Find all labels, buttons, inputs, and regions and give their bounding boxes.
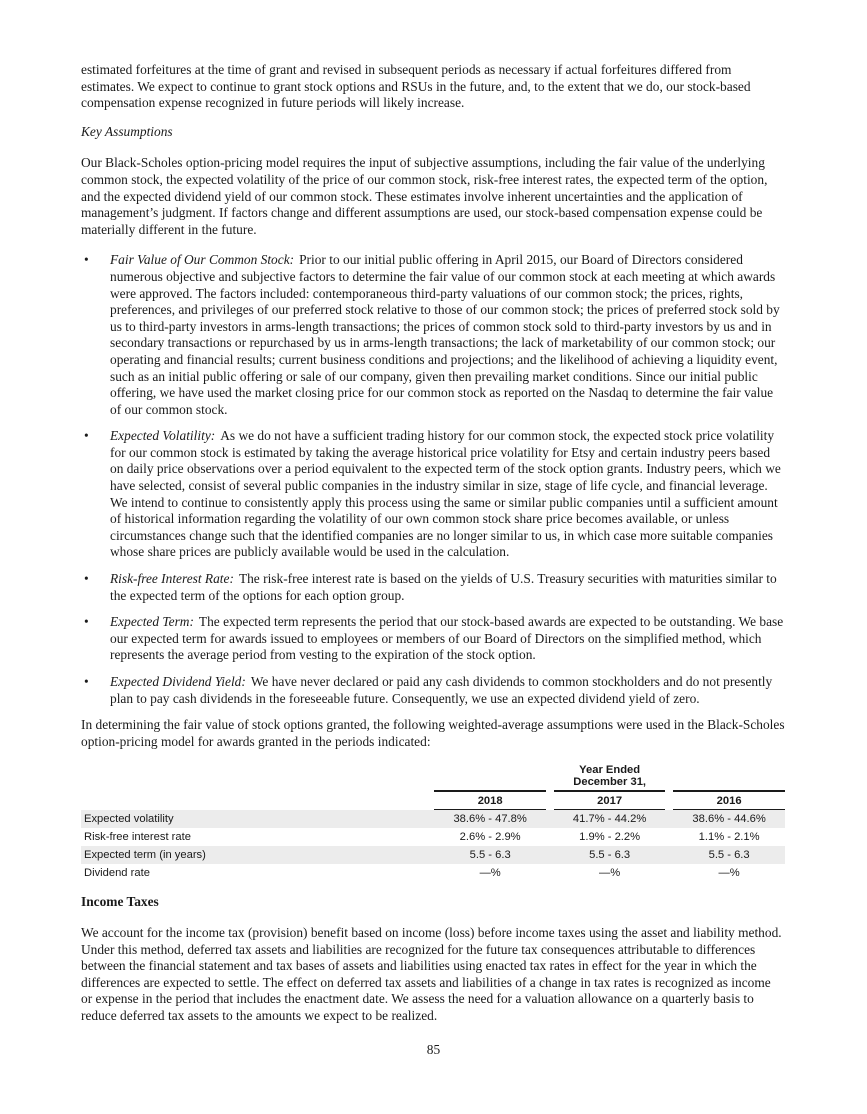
period-header-line2: December 31,	[573, 776, 647, 789]
row-label: Expected term (in years)	[81, 846, 434, 864]
assumptions-table	[81, 760, 785, 882]
bullet-expected-volatility	[81, 428, 785, 561]
year-header-2018: 2018	[434, 791, 546, 810]
cell-value: 41.7% - 44.2%	[554, 810, 666, 829]
bullet-icon: •	[84, 674, 89, 689]
bullet-lead: Expected Term:	[110, 614, 194, 630]
bullet-text: As we do not have a sufficient trading history for our common stock, the expected stock price volatility for our common stock is estimated by taking the average historical price volatility for Etsy and certain industry peers based on daily price observations over a period equivalent to the expected term of the stock option grants. Industry peers, which we have selected, consist of several public companies in the industry similar in size, stage of life cycle, and financial leverage. We intend to continue to consistently apply this process using the same or similar public companies until a sufficient amount of historical information regarding the volatility of our own common stock share price becomes available, or unless circumstances change such that the identified companies are no longer similar to us, in which case more suitable companies whose share prices are publicly available would be used in the calculation.	[110, 428, 781, 560]
bullet-risk-free-rate	[81, 571, 785, 604]
row-label: Dividend rate	[84, 867, 150, 880]
page-number: 85	[426, 1042, 441, 1057]
income-taxes-heading: Income Taxes	[81, 894, 159, 910]
bullet-text: We have never declared or paid any cash dividends to common stockholders and do not presently plan to pay cash dividends in the foreseeable future. Consequently, we use an expected dividend yield of zero.	[110, 674, 773, 706]
bullet-text: The risk-free interest rate is based on the yields of U.S. Treasury securities with maturities similar to the expected term of the options for each option group.	[110, 571, 777, 603]
bullet-lead: Risk-free Interest Rate:	[110, 571, 234, 587]
cell-value: 38.6% - 44.6%	[673, 810, 785, 829]
year-header-2017: 2017	[554, 791, 666, 810]
row-label: Risk-free interest rate	[84, 831, 191, 844]
bullet-text: Prior to our initial public offering in April 2015, our Board of Directors considered numerous objective and subjective factors to determine the fair value of our common stock at each meeting at which awards were approved. The factors included: contemporaneous third-party valuations of our common stock; the prices, rights, preferences, and privileges of our preferred stock relative to those of our common stock; the prices of preferred stock sold by us to third-party investors in arms-length transactions; the prices of common stock sold to third-party investors by us and in secondary transactions or repurchased by us in arms-length transactions; the lack of marketability of our common stock; our operating and financial results; current business conditions and projections; and the likelihood of achieving a liquidity event, such as an initial public offering or sale of our company, given then prevailing market conditions. Since our initial public offering, we have used the market closing price for our common stock as reported on the Nasdaq to determine the fair value of our common stock.	[110, 252, 780, 417]
table-row	[81, 828, 785, 846]
row-label: Expected volatility	[81, 810, 434, 829]
bullet-expected-term	[81, 614, 785, 664]
bullet-lead: Expected Dividend Yield:	[110, 674, 246, 689]
cell-value: —%	[718, 867, 740, 880]
bullet-lead: Expected Volatility:	[110, 428, 216, 444]
cell-value: 5.5 - 6.3	[554, 846, 666, 864]
period-header	[434, 760, 785, 791]
bullet-dividend-yield	[81, 674, 785, 707]
cell-value: —%	[479, 867, 501, 880]
cell-value: 2.6% - 2.9%	[459, 831, 521, 844]
bullet-fair-value	[81, 252, 785, 418]
table-row	[81, 864, 785, 882]
cell-value: —%	[599, 867, 621, 880]
cell-value: 5.5 - 6.3	[434, 846, 546, 864]
document-page	[81, 62, 785, 1039]
income-taxes-body: We account for the income tax (provision) benefit based on income (loss) before income taxes using the asset and liability method. Under this method, deferred tax assets and liabilities are recognized for the future tax consequences attributable to differences between the financial statement and tax bases of assets and liabilities using enacted tax rates in effect for the year in which the differences are expected to settle. The effect on deferred tax assets and liabilities of a change in tax rates is recognized as income or expense in the period that includes the enactment date. We assess the need for a valuation allowance on a quarterly basis to reduce deferred tax assets to the amounts we expect to be realized.	[81, 924, 782, 1023]
bullet-icon: •	[84, 571, 89, 587]
bullet-icon: •	[84, 614, 89, 630]
table-row	[81, 810, 785, 829]
table-row	[81, 846, 785, 864]
bullet-text: The expected term represents the period that our stock-based awards are expected to be outstanding. We base our expected term for awards issued to employees or members of our Board of Directors on the simplified method, which represents the average period from vesting to the expiration of the stock option.	[110, 614, 784, 663]
bullet-lead: Fair Value of Our Common Stock:	[110, 252, 295, 268]
cell-value: 5.5 - 6.3	[673, 846, 785, 864]
intro-paragraph: estimated forfeitures at the time of grant and revised in subsequent periods as necessary if actual forfeitures differed from estimates. We expect to continue to grant stock options and RSUs in the future, and, to the extent that we do, our stock-based compensation expense recognized in future periods will likely increase.	[81, 62, 751, 111]
key-assumptions-heading: Key Assumptions	[81, 123, 173, 139]
bullet-icon: •	[84, 428, 89, 444]
bullet-icon: •	[84, 252, 89, 268]
assumptions-bullet-list	[81, 252, 785, 707]
cell-value: 1.1% - 2.1%	[698, 831, 760, 844]
year-header-2016: 2016	[673, 791, 785, 810]
table-intro-paragraph: In determining the fair value of stock options granted, the following weighted-average assumptions were used in the Black-Scholes option-pricing model for awards granted in the periods indicated:	[81, 717, 785, 749]
cell-value: 38.6% - 47.8%	[434, 810, 546, 829]
assumptions-table-wrapper	[81, 760, 785, 882]
cell-value: 1.9% - 2.2%	[579, 831, 641, 844]
period-header-line1: Year Ended	[579, 764, 641, 777]
key-assumptions-body: Our Black-Scholes option-pricing model requires the input of subjective assumptions, including the fair value of the underlying common stock, the expected volatility of the price of our common stock, risk-free interest rates, the expected term of the option, and the expected dividend yield of our common stock. These estimates involve inherent uncertainties and the application of management’s judgment. If factors change and different assumptions are used, our stock-based compensation expense could be materially different in the future.	[81, 155, 768, 237]
